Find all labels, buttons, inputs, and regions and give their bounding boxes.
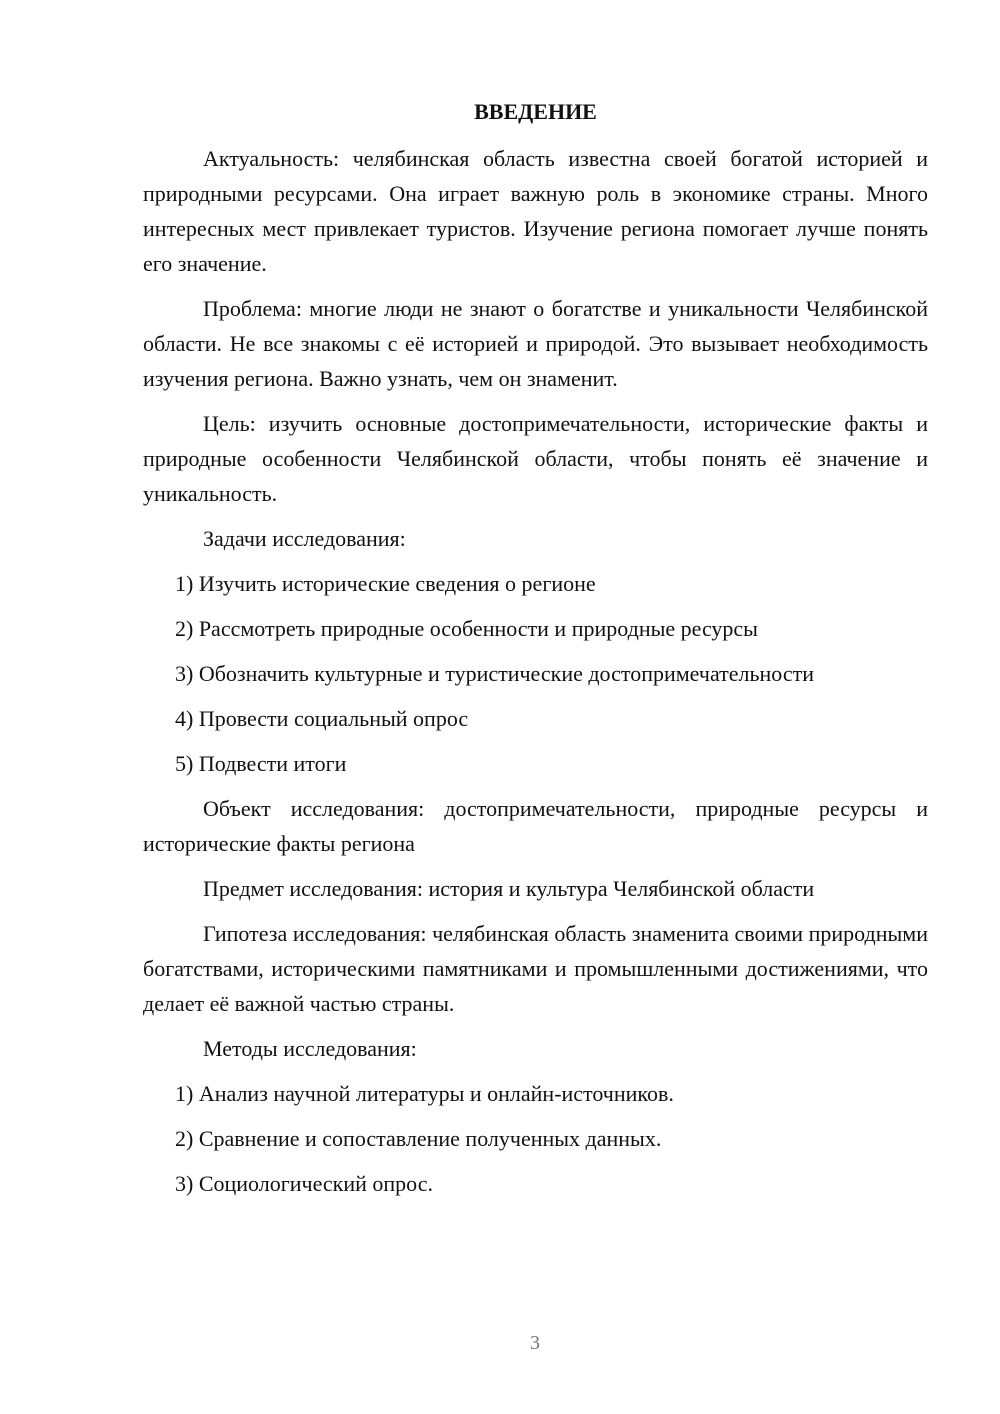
relevance-paragraph: Актуальность: челябинская область известна своей богатой историей и природными ресурсами. Она играет важную роль в экономике страны. Много интересных мест привлекает туристов. Изучение региона помогает лучше понять его значение. xyxy=(143,146,928,276)
subject-paragraph: Предмет исследования: история и культура Челябинской области xyxy=(203,876,815,901)
list-item: 1) Изучить исторические сведения о регионе xyxy=(175,571,596,596)
goal-paragraph: Цель: изучить основные достопримечательности, исторические факты и природные особенности Челябинской области, чтобы понять её значение и уникальность. xyxy=(143,411,928,506)
problem-paragraph: Проблема: многие люди не знают о богатстве и уникальности Челябинской области. Не все знакомы с её историей и природой. Это вызывает необходимость изучения региона. Важно узнать, чем он знаменит. xyxy=(143,296,928,391)
page-number: 3 xyxy=(530,1332,540,1354)
section-heading: ВВЕДЕНИЕ xyxy=(474,99,597,124)
list-item: 3) Социологический опрос. xyxy=(175,1171,433,1196)
tasks-title: Задачи исследования: xyxy=(203,526,406,551)
tasks-list xyxy=(143,566,928,781)
list-item: 3) Обозначить культурные и туристические достопримечательности xyxy=(175,661,814,686)
list-item: 4) Провести социальный опрос xyxy=(175,706,469,731)
hypothesis-paragraph: Гипотеза исследования: челябинская область знаменита своими природными богатствами, историческими памятниками и промышленными достижениями, что делает её важной частью страны. xyxy=(143,921,928,1016)
list-item: 2) Рассмотреть природные особенности и природные ресурсы xyxy=(175,616,758,641)
document-body xyxy=(143,94,928,1211)
methods-list xyxy=(143,1076,928,1201)
list-item: 2) Сравнение и сопоставление полученных данных. xyxy=(175,1126,662,1151)
object-paragraph: Объект исследования: достопримечательности, природные ресурсы и исторические факты региона xyxy=(143,796,928,856)
list-item: 1) Анализ научной литературы и онлайн-источников. xyxy=(175,1081,674,1106)
methods-title: Методы исследования: xyxy=(203,1036,417,1061)
list-item: 5) Подвести итоги xyxy=(175,751,347,776)
